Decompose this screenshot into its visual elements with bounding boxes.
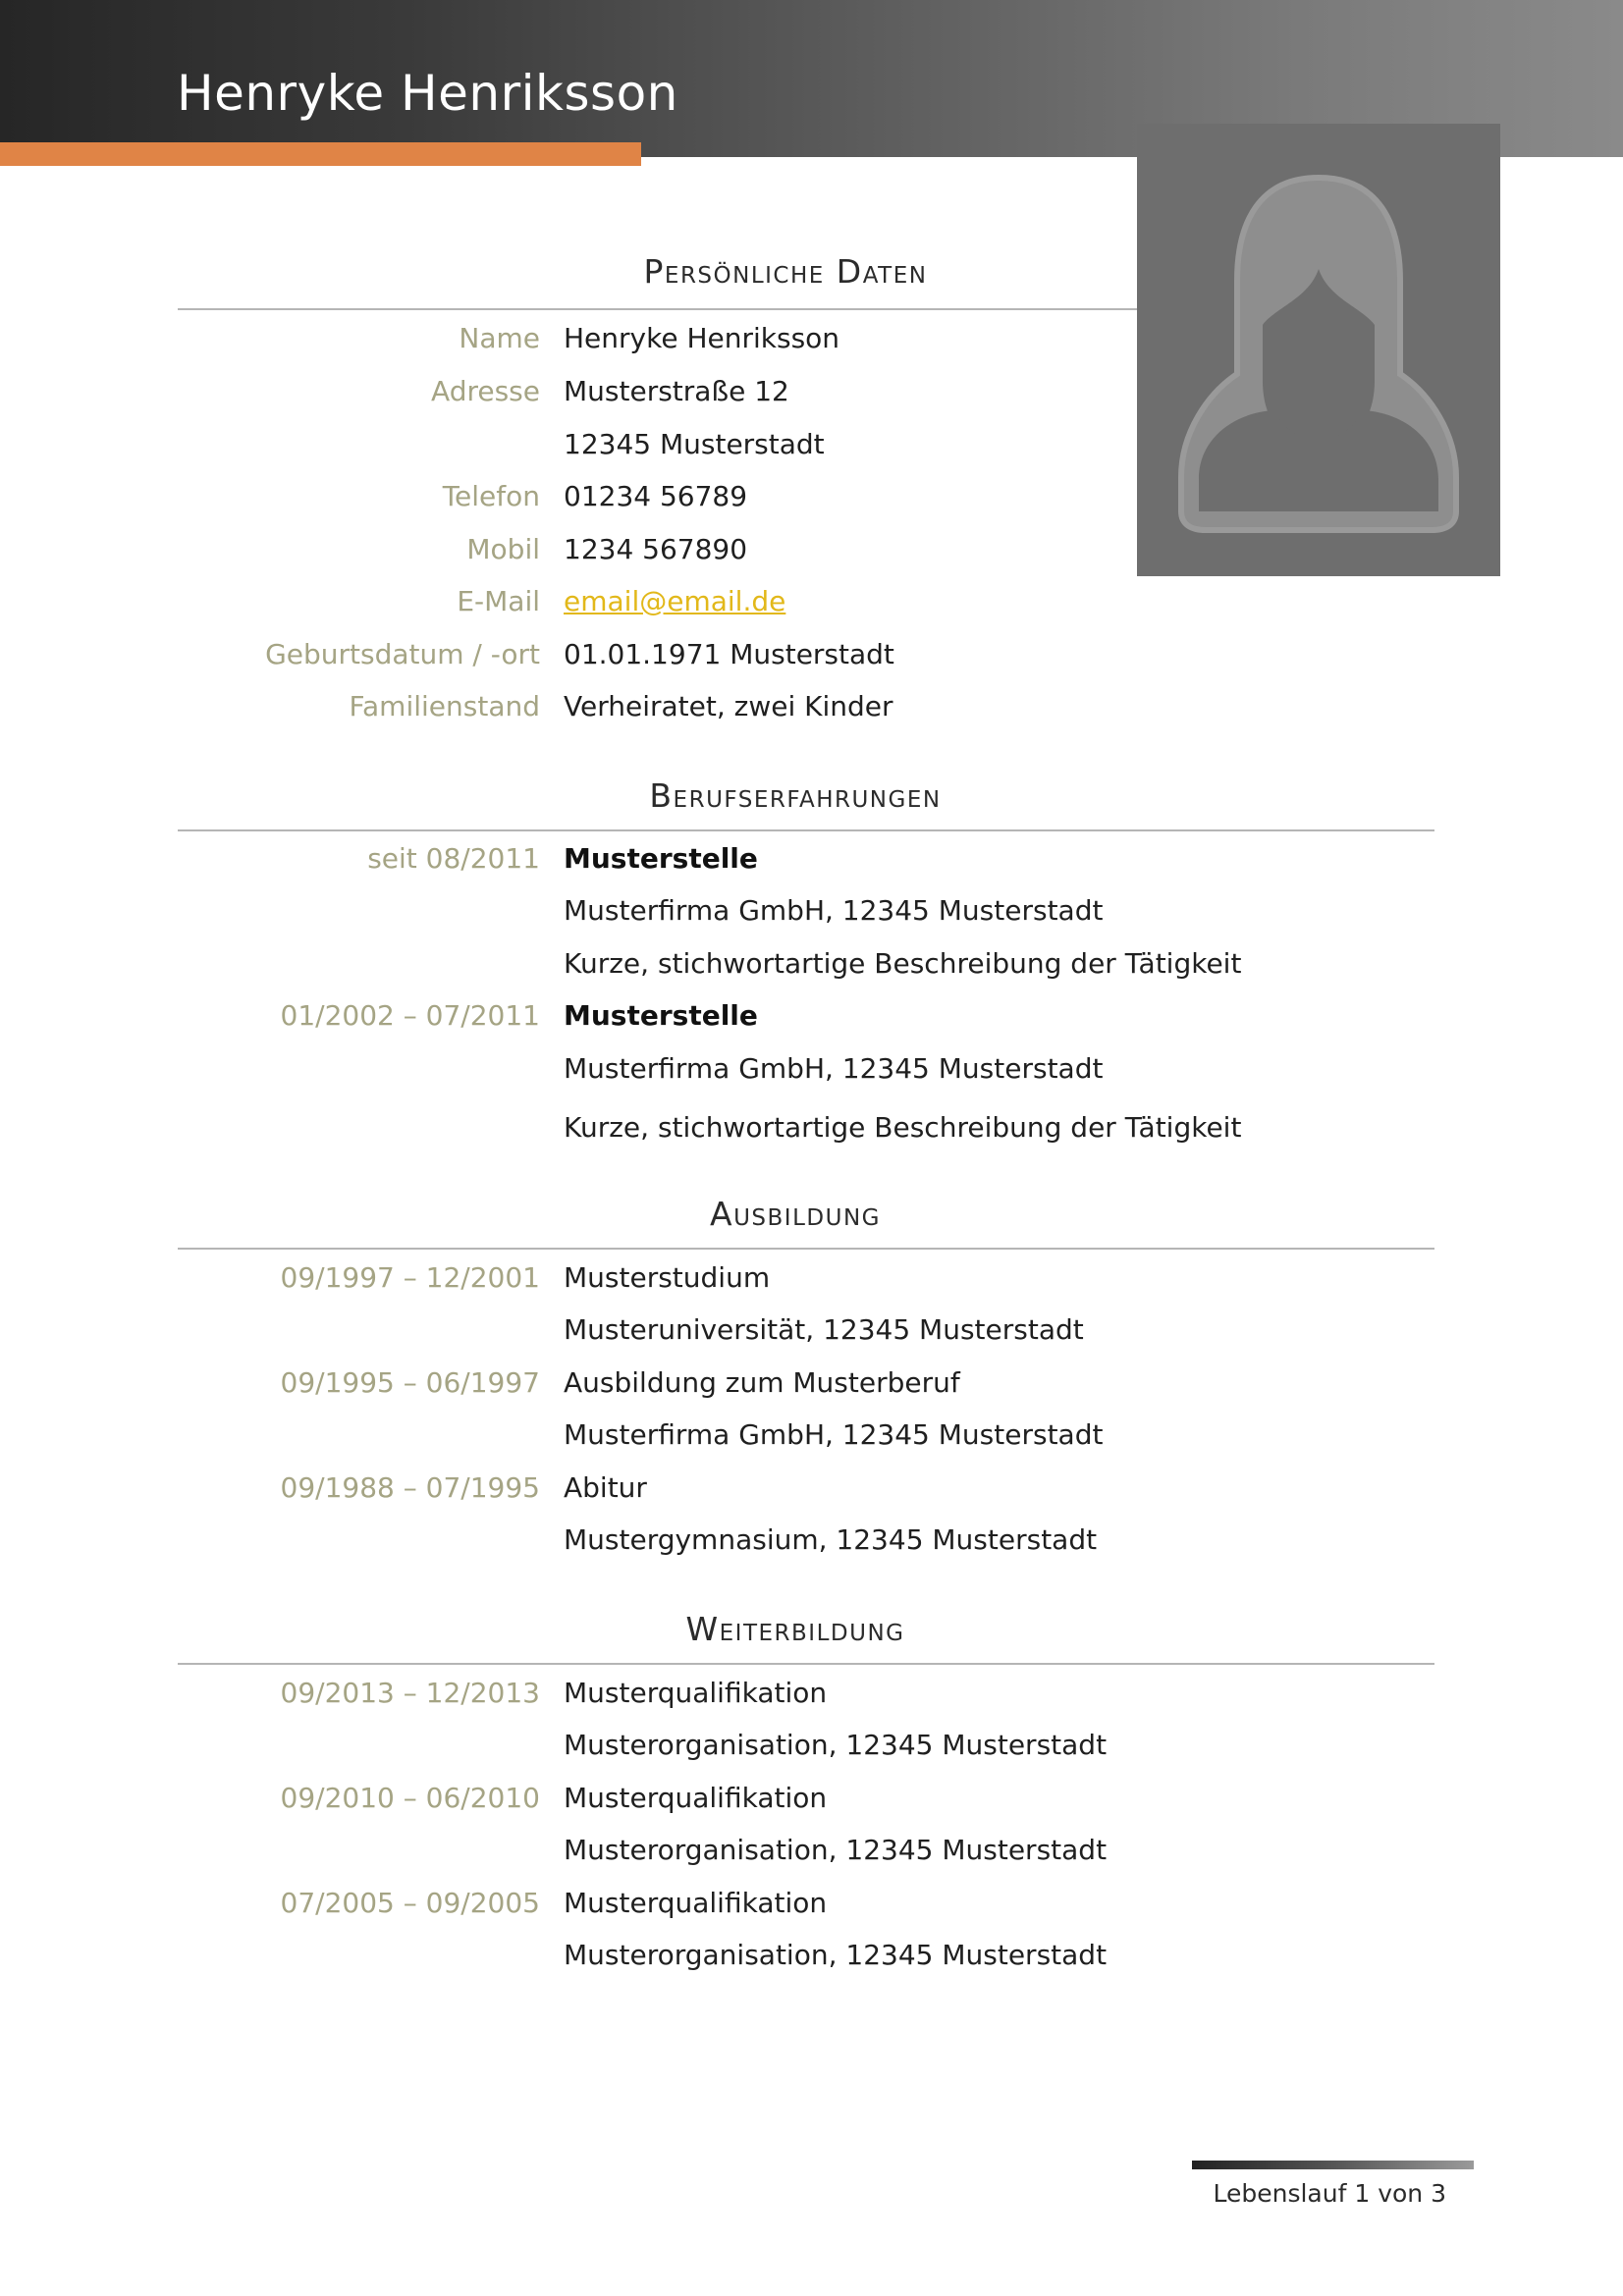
qualification: Musterqualifikation	[564, 1887, 828, 1919]
value-name: Henryke Henriksson	[564, 322, 840, 354]
date-range: 09/1988 – 07/1995	[280, 1471, 540, 1504]
value-phone: 01234 56789	[564, 480, 748, 512]
job-title: Musterstelle	[564, 999, 758, 1032]
job-title: Musterstelle	[564, 842, 758, 875]
date-range: seit 08/2011	[367, 842, 540, 875]
section-heading-education: Ausbildung	[710, 1195, 881, 1233]
job-description: Kurze, stichwortartige Beschreibung der Tätigkeit	[564, 1111, 1242, 1144]
date-range: 09/2013 – 12/2013	[280, 1677, 540, 1709]
value-birth: 01.01.1971 Musterstadt	[564, 638, 894, 670]
label-email: E-Mail	[457, 585, 540, 617]
section-divider	[178, 829, 1434, 831]
person-silhouette-icon	[1137, 124, 1500, 576]
institution: Musteruniversität, 12345 Musterstadt	[564, 1313, 1084, 1346]
date-range: 07/2005 – 09/2005	[280, 1887, 540, 1919]
section-heading-experience: Berufserfahrungen	[649, 776, 942, 815]
degree: Ausbildung zum Musterberuf	[564, 1366, 960, 1399]
organisation: Musterorganisation, 12345 Musterstadt	[564, 1729, 1108, 1761]
degree: Abitur	[564, 1471, 647, 1504]
page-number: Lebenslauf 1 von 3	[1213, 2179, 1446, 2208]
date-range: 09/2010 – 06/2010	[280, 1782, 540, 1814]
institution: Mustergymnasium, 12345 Musterstadt	[564, 1523, 1098, 1556]
employer: Musterfirma GmbH, 12345 Musterstadt	[564, 1052, 1104, 1085]
value-city: 12345 Musterstadt	[564, 428, 825, 460]
employer: Musterfirma GmbH, 12345 Musterstadt	[564, 894, 1104, 927]
organisation: Musterorganisation, 12345 Musterstadt	[564, 1939, 1108, 1971]
section-heading-training: Weiterbildung	[685, 1610, 905, 1648]
label-name: Name	[459, 322, 540, 354]
section-divider	[178, 1663, 1434, 1665]
section-divider	[178, 308, 1137, 310]
value-street: Musterstraße 12	[564, 375, 789, 407]
date-range: 09/1997 – 12/2001	[280, 1261, 540, 1294]
label-marital-status: Familienstand	[349, 690, 540, 722]
page-title: Henryke Henriksson	[177, 65, 678, 122]
value-marital-status: Verheiratet, zwei Kinder	[564, 690, 893, 722]
degree: Musterstudium	[564, 1261, 771, 1294]
organisation: Musterorganisation, 12345 Musterstadt	[564, 1834, 1108, 1866]
institution: Musterfirma GmbH, 12345 Musterstadt	[564, 1418, 1104, 1451]
section-heading-personal: Persönliche Daten	[643, 252, 928, 291]
profile-photo	[1137, 124, 1500, 576]
date-range: 01/2002 – 07/2011	[280, 999, 540, 1032]
email-link[interactable]: email@email.de	[564, 585, 786, 617]
label-birth: Geburtsdatum / -ort	[265, 638, 540, 670]
label-phone: Telefon	[442, 480, 540, 512]
header-accent-bar	[0, 142, 641, 166]
footer-bar	[1192, 2161, 1474, 2169]
section-divider	[178, 1248, 1434, 1250]
qualification: Musterqualifikation	[564, 1677, 828, 1709]
date-range: 09/1995 – 06/1997	[280, 1366, 540, 1399]
value-mobile: 1234 567890	[564, 533, 748, 565]
job-description: Kurze, stichwortartige Beschreibung der Tätigkeit	[564, 947, 1242, 980]
label-address: Adresse	[431, 375, 540, 407]
label-mobile: Mobil	[466, 533, 540, 565]
qualification: Musterqualifikation	[564, 1782, 828, 1814]
